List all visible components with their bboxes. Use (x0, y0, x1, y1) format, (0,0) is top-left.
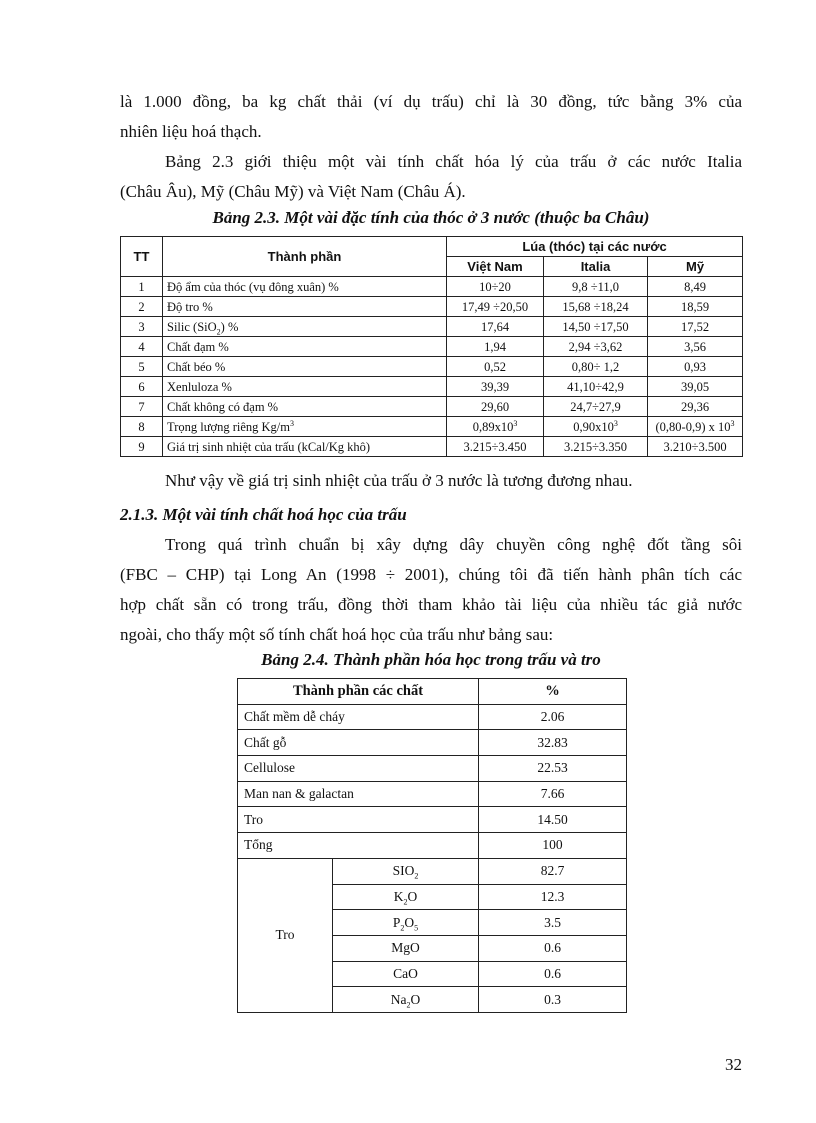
row-it: 41,10÷42,9 (544, 377, 648, 397)
row-vn: 17,49 ÷20,50 (447, 297, 544, 317)
row-vn: 0,52 (447, 357, 544, 377)
row-value: 22.53 (479, 756, 627, 782)
compound-sub: 2 (403, 897, 408, 907)
intro-paragraph (120, 87, 742, 147)
after-table1-text: Như vậy về giá trị sinh nhiệt của trấu ở 3 nước là tương đương nhau. (165, 471, 633, 490)
row-us-text: (0,80-0,9) x 10 (655, 419, 731, 434)
section-line-4: ngoài, cho thấy một số tính chất hoá học của trấu như bảng sau: (120, 625, 554, 644)
row-vn: 39,39 (447, 377, 544, 397)
section-heading: 2.1.3. Một vài tính chất hoá học của trấu (120, 505, 407, 524)
row-name-text: Silic (SiO (167, 319, 217, 334)
row-value: 14.50 (479, 807, 627, 833)
compound-text: K (393, 888, 404, 904)
row-value: 100 (479, 833, 627, 859)
intro-line-1: là 1.000 đồng, ba kg chất thải (ví dụ trấu) chỉ là 30 đồng, tức bằng 3% của (120, 92, 742, 111)
row-name: Giá trị sinh nhiệt của trấu (kCal/Kg khô) (163, 437, 447, 457)
row-us: 0,93 (648, 357, 743, 377)
row-value: 32.83 (479, 730, 627, 756)
table-row (121, 377, 743, 397)
table-row (238, 704, 627, 730)
row-tt: 9 (121, 437, 163, 457)
after-table1-paragraph (120, 466, 742, 496)
row-name: Độ ẩm của thóc (vụ đông xuân) % (163, 277, 447, 297)
compound-sub: 2 (400, 923, 405, 933)
compound-text-end: O (407, 888, 418, 904)
row-value: 7.66 (479, 781, 627, 807)
ash-compound: CaO (333, 961, 479, 987)
ash-value: 0.6 (479, 961, 627, 987)
table-row (121, 317, 743, 337)
ash-compound: MgO (333, 935, 479, 961)
section-line-3: hợp chất sẵn có trong trấu, đồng thời tham khảo tài liệu của nhiều tác giả nước (120, 595, 742, 614)
row-vn: 10÷20 (447, 277, 544, 297)
row-name: Man nan & galactan (238, 781, 479, 807)
table2-caption: Bảng 2.4. Thành phần hóa học trong trấu và tro (261, 650, 601, 669)
row-us: 8,49 (648, 277, 743, 297)
row-name: Xenluloza % (163, 377, 447, 397)
ash-compound (333, 987, 479, 1013)
row-it: 14,50 ÷17,50 (544, 317, 648, 337)
table-row (238, 756, 627, 782)
table1-header-us: Mỹ (648, 257, 743, 277)
page-number: 32 (725, 1055, 742, 1074)
row-vn-sup: 3 (513, 418, 518, 428)
row-it-sup: 3 (613, 418, 618, 428)
table1-header-tt: TT (121, 237, 163, 277)
compound-sub: 2 (406, 1000, 411, 1010)
ash-value: 12.3 (479, 884, 627, 910)
row-vn: 1,94 (447, 337, 544, 357)
row-tt: 2 (121, 297, 163, 317)
row-it: 9,8 ÷11,0 (544, 277, 648, 297)
row-name: Chất béo % (163, 357, 447, 377)
table-row (238, 807, 627, 833)
row-tt: 5 (121, 357, 163, 377)
compound-text: P (392, 914, 401, 930)
row-name: Chất không có đạm % (163, 397, 447, 417)
compound-sub-2: 5 (414, 923, 419, 933)
row-vn: 29,60 (447, 397, 544, 417)
table-row (121, 357, 743, 377)
row-name-text-end: ) % (220, 319, 239, 334)
table1-header-it: Italia (544, 257, 648, 277)
row-name-sub: 2 (216, 327, 221, 336)
row-tt: 4 (121, 337, 163, 357)
row-name: Tro (238, 807, 479, 833)
row-name-sup: 3 (290, 418, 294, 428)
row-us-sup: 3 (730, 418, 735, 428)
row-vn-text: 0,89x10 (472, 419, 514, 434)
table-row (121, 437, 743, 457)
row-value: 2.06 (479, 704, 627, 730)
row-tt: 6 (121, 377, 163, 397)
table-intro-paragraph (120, 147, 742, 207)
section-line-1: Trong quá trình chuẩn bị xây dựng dây chuyền công nghệ đốt tầng sôi (165, 535, 742, 554)
row-us: 29,36 (648, 397, 743, 417)
ash-compound (333, 858, 479, 884)
compound-text: SIO (392, 863, 415, 879)
table1-header-group: Lúa (thóc) tại các nước (447, 237, 743, 257)
row-vn (447, 417, 544, 437)
row-it: 2,94 ÷3,62 (544, 337, 648, 357)
row-name: Chất gỗ (238, 730, 479, 756)
ash-value: 0.3 (479, 987, 627, 1013)
ash-value: 3.5 (479, 910, 627, 936)
table-row (121, 397, 743, 417)
table1-properties (120, 236, 743, 457)
row-it: 15,68 ÷18,24 (544, 297, 648, 317)
table-row (121, 277, 743, 297)
section-line-2: (FBC – CHP) tại Long An (1998 ÷ 2001), chúng tôi đã tiến hành phân tích các (120, 565, 742, 584)
table-intro-line-1: Bảng 2.3 giới thiệu một vài tính chất hóa lý của trấu ở các nước Italia (165, 152, 742, 171)
row-name (163, 417, 447, 437)
row-tt: 8 (121, 417, 163, 437)
table-row (121, 297, 743, 317)
row-tt: 3 (121, 317, 163, 337)
compound-text-end: O (404, 914, 415, 930)
table-row (238, 858, 627, 884)
row-us (648, 417, 743, 437)
row-name: Tổng (238, 833, 479, 859)
row-tt: 7 (121, 397, 163, 417)
row-us: 3.210÷3.500 (648, 437, 743, 457)
ash-compound (333, 884, 479, 910)
row-tt: 1 (121, 277, 163, 297)
row-us: 18,59 (648, 297, 743, 317)
table-row (238, 730, 627, 756)
table-intro-line-2: (Châu Âu), Mỹ (Châu Mỹ) và Việt Nam (Châu Á). (120, 182, 466, 201)
row-name: Chất đạm % (163, 337, 447, 357)
row-it: 24,7÷27,9 (544, 397, 648, 417)
row-it-text: 0,90x10 (573, 419, 614, 434)
row-it (544, 417, 648, 437)
row-us: 17,52 (648, 317, 743, 337)
ash-value: 82.7 (479, 858, 627, 884)
ash-compound (333, 910, 479, 936)
table-row (121, 417, 743, 437)
table-row (238, 833, 627, 859)
ash-group-label: Tro (238, 858, 333, 1012)
row-name: Chất mềm dễ cháy (238, 704, 479, 730)
table1-header-vn: Việt Nam (447, 257, 544, 277)
section-paragraph (120, 530, 742, 650)
table1-caption: Bảng 2.3. Một vài đặc tính của thóc ở 3 nước (thuộc ba Châu) (212, 208, 650, 227)
table-row (121, 337, 743, 357)
row-name: Độ tro % (163, 297, 447, 317)
table-row (238, 781, 627, 807)
table2-composition (237, 678, 627, 1013)
row-us: 3,56 (648, 337, 743, 357)
row-vn: 17,64 (447, 317, 544, 337)
row-it: 0,80÷ 1,2 (544, 357, 648, 377)
row-vn: 3.215÷3.450 (447, 437, 544, 457)
table1-header-component: Thành phần (163, 237, 447, 277)
row-name-text: Trọng lượng riêng Kg/m (167, 419, 290, 434)
row-name (163, 317, 447, 337)
row-it: 3.215÷3.350 (544, 437, 648, 457)
table2-header-percent: % (479, 679, 627, 705)
compound-text: Na (390, 991, 407, 1007)
table2-header-component: Thành phần các chất (238, 679, 479, 705)
ash-value: 0.6 (479, 935, 627, 961)
intro-line-2: nhiên liệu hoá thạch. (120, 122, 262, 141)
row-name: Cellulose (238, 756, 479, 782)
compound-text-end: O (410, 991, 421, 1007)
row-us: 39,05 (648, 377, 743, 397)
compound-sub: 2 (414, 871, 419, 881)
